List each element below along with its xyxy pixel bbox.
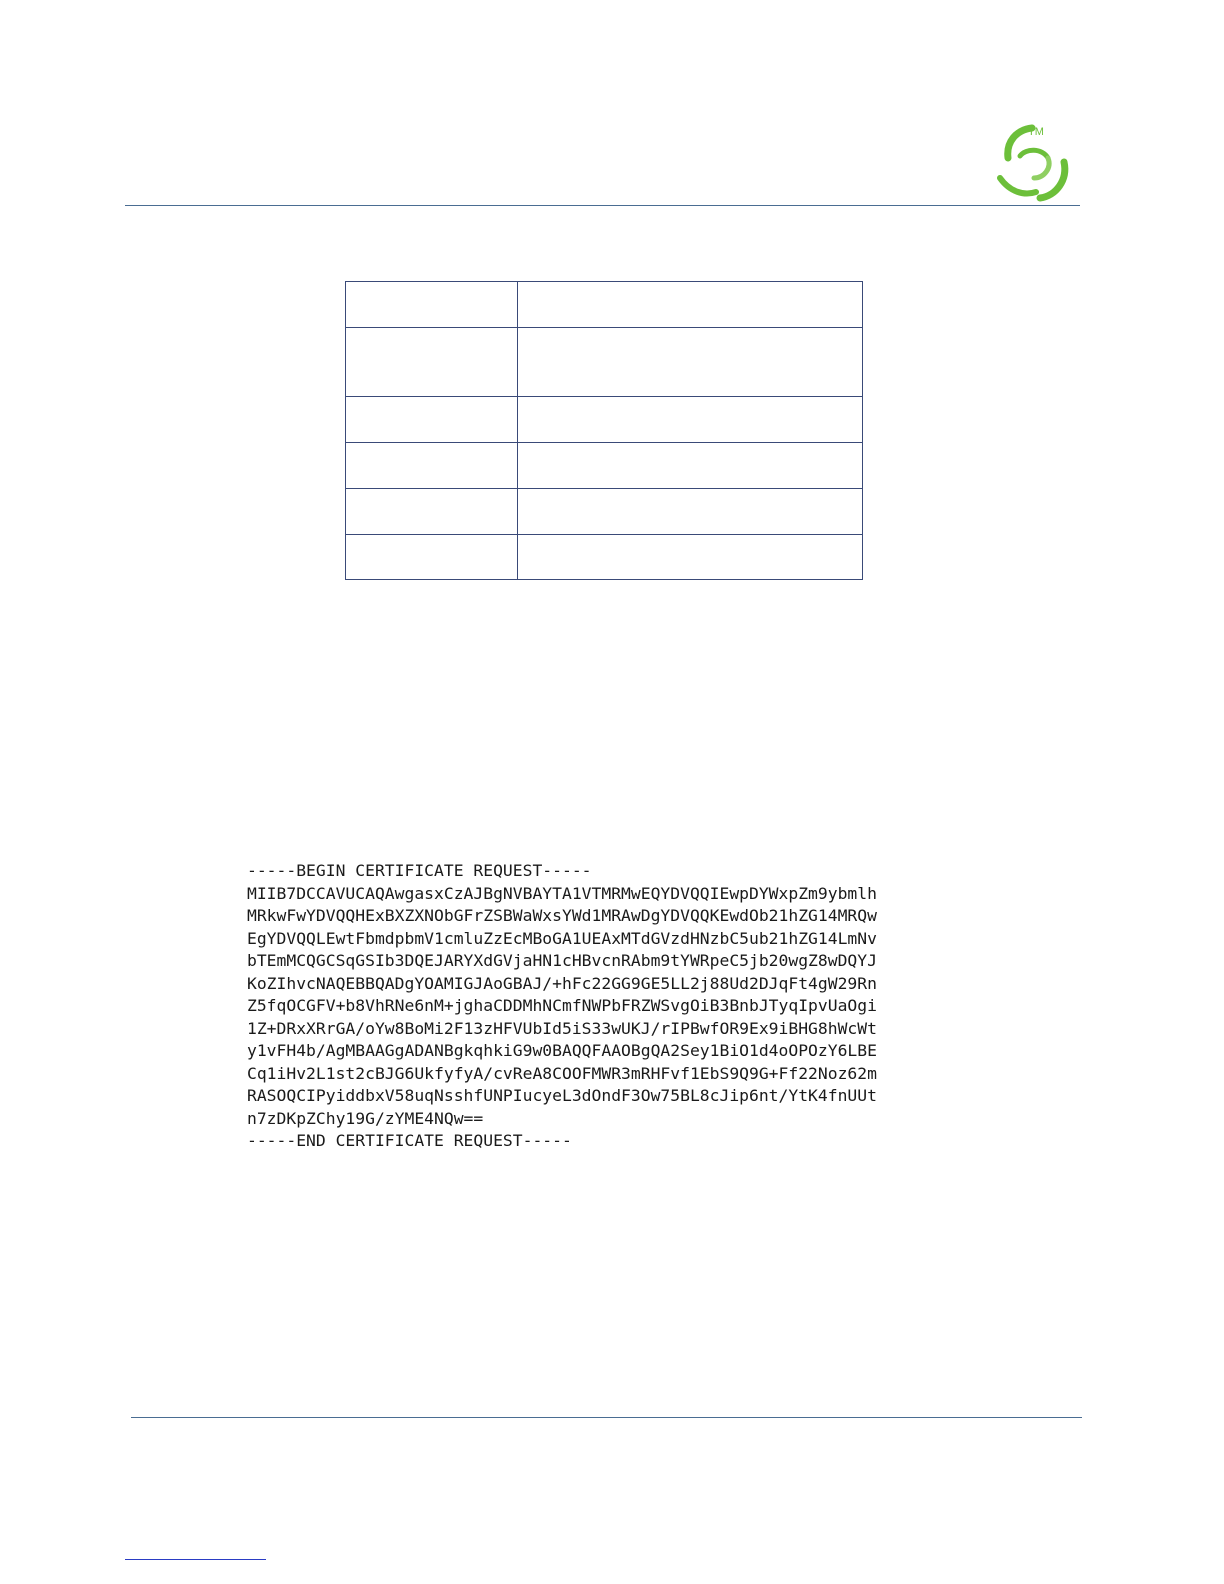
table-cell-value [518, 328, 863, 397]
csr-line: Z5fqOCGFV+b8VhRNe6nM+jghaCDDMhNCmfNWPbFRZWSvgOiB3BnbJTyqIpvUaOgi [247, 996, 877, 1015]
table-cell-label [346, 282, 518, 328]
footnote-separator [125, 1559, 266, 1560]
footer-divider [131, 1417, 1082, 1418]
csr-line: EgYDVQQLEwtFbmdpbmV1cmluZzEcMBoGA1UEAxMTdGVzdHNzbC5ub21hZG14LmNv [247, 928, 877, 948]
table-cell-label [346, 443, 518, 489]
table-cell-value [518, 535, 863, 580]
csr-line: MRkwFwYDVQQHExBXZXNObGFrZSBWaWxsYWd1MRAwDgYDVQQKEwdOb21hZG14MRQw [247, 906, 877, 925]
table-row [346, 489, 863, 535]
table-row [346, 328, 863, 397]
header-divider [125, 205, 1080, 206]
table-cell-label [346, 489, 518, 535]
certificate-request-block [247, 860, 877, 1153]
csr-line: 1Z+DRxXRrGA/oYw8BoMi2F13zHFVUbId5iS33wUKJ/rIPBwfOR9Ex9iBHG8hWcWt [247, 1018, 877, 1038]
table-row [346, 443, 863, 489]
table-cell-value [518, 282, 863, 328]
csr-line: -----END CERTIFICATE REQUEST----- [247, 1131, 572, 1150]
csr-line: KoZIhvcNAQEBBQADgYOAMIGJAoGBAJ/+hFc22GG9GE5LL2j88Ud2DJqFt4gW29Rn [247, 973, 877, 993]
table-cell-value [518, 397, 863, 443]
csr-line: bTEmMCQGCSqGSIb3DQEJARYXdGVjaHN1cHBvcnRAbm9tYWRpeC5jb20wgZ8wDQYJ [247, 951, 877, 970]
csr-line: n7zDKpZChy19G/zYME4NQw== [247, 1108, 484, 1128]
properties-table [345, 281, 863, 580]
table-cell-value [518, 489, 863, 535]
table-row [346, 535, 863, 580]
table-cell-label [346, 535, 518, 580]
table-cell-label [346, 328, 518, 397]
csr-line: y1vFH4b/AgMBAAGgADANBgkqhkiG9w0BAQQFAAOBgQA2Sey1BiO1d4oOPOzY6LBE [247, 1041, 877, 1060]
table-cell-value [518, 443, 863, 489]
csr-line: RASOQCIPyiddbxV58uqNsshfUNPIucyeL3dOndF3Ow75BL8cJip6nt/YtK4fnUUt [247, 1086, 877, 1105]
csr-line: MIIB7DCCAVUCAQAwgasxCzAJBgNVBAYTA1VTMRMwEQYDVQQIEwpDYWxpZm9ybmlh [247, 883, 877, 903]
table-row [346, 282, 863, 328]
trademark-symbol: TM [1028, 126, 1044, 138]
table-row [346, 397, 863, 443]
csr-line: -----BEGIN CERTIFICATE REQUEST----- [247, 861, 592, 880]
csr-line: Cq1iHv2L1st2cBJG6UkfyfyA/cvReA8COOFMWR3mRHFvf1EbS9Q9G+Ff22Noz62m [247, 1063, 877, 1083]
table-cell-label [346, 397, 518, 443]
